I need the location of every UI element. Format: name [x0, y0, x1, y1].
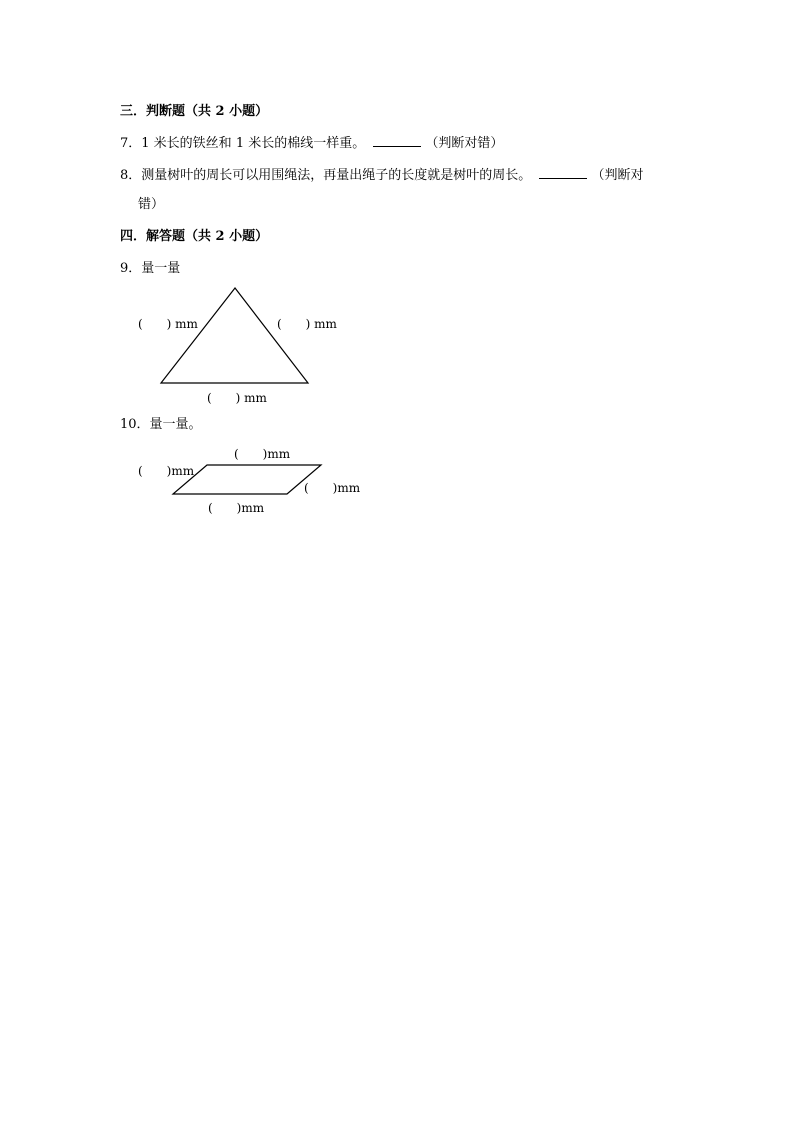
parallelogram-right-side-label[interactable]: ( )mm	[304, 481, 361, 495]
triangle-shape	[161, 288, 308, 383]
question-8-suffix: （判断对	[591, 168, 644, 183]
question-9-text: 量一量	[141, 261, 181, 276]
parallelogram-bottom-side-label[interactable]: ( )mm	[208, 501, 265, 515]
question-10	[120, 417, 202, 433]
question-10-number: 10．	[120, 417, 150, 432]
section4-heading: 四．解答题（共 2 小题）	[120, 229, 269, 244]
question-8-number: 8．	[120, 168, 142, 183]
parallelogram-top-side-label[interactable]: ( )mm	[234, 447, 291, 461]
section3-heading: 三．判断题（共 2 小题）	[120, 104, 269, 119]
question-9-number: 9．	[120, 261, 142, 276]
question-10-text: 量一量。	[149, 417, 202, 432]
question-7-text: 1 米长的铁丝和 1 米长的棉线一样重。	[141, 136, 366, 151]
question-7-suffix: （判断对错）	[425, 136, 504, 151]
question-7-number: 7．	[120, 136, 142, 151]
parallelogram-shape	[173, 465, 321, 494]
parallelogram-left-side-label[interactable]: ( )mm	[138, 464, 195, 478]
triangle-bottom-side-label[interactable]: ( ) mm	[207, 391, 267, 405]
question-8-text: 测量树叶的周长可以用围绳法，再量出绳子的长度就是树叶的周长。	[141, 168, 532, 183]
triangle-right-side-label[interactable]: ( ) mm	[277, 317, 337, 331]
question-8-suffix-cont: 错）	[138, 197, 165, 212]
triangle-left-side-label[interactable]: ( ) mm	[138, 317, 198, 331]
